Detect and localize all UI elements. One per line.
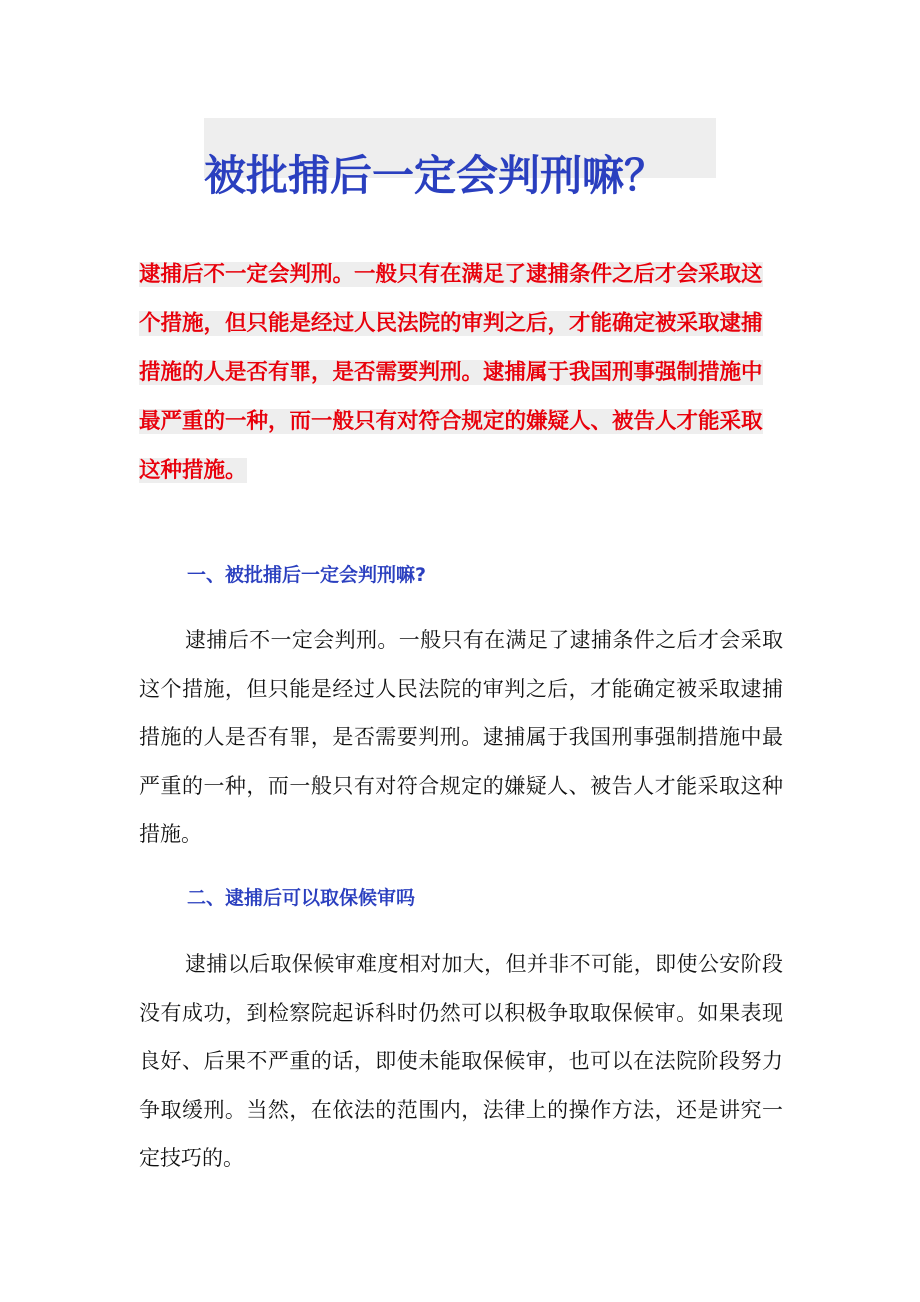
section-body-1: 逮捕后不一定会判刑。一般只有在满足了逮捕条件之后才会采取这个措施，但只能是经过人民法院的审判之后，才能确定被采取逮捕措施的人是否有罪，是否需要判刑。逮捕属于我国刑事强制措施中最严重的一种，而一般只有对符合规定的嫌疑人、被告人才能采取这种措施。 (139, 628, 783, 846)
summary-paragraph (139, 250, 783, 495)
section-heading-2: 二、逮捕后可以取保候审吗 (187, 887, 416, 909)
summary-text: 逮捕后不一定会判刑。一般只有在满足了逮捕条件之后才会采取这个措施，但只能是经过人民法院的审判之后，才能确定被采取逮捕措施的人是否有罪，是否需要判刑。逮捕属于我国刑事强制措施中最严重的一种，而一般只有对符合规定的嫌疑人、被告人才能采取这种措施。 (139, 262, 763, 483)
title-highlight (204, 118, 716, 201)
section-body-2: 逮捕以后取保候审难度相对加大，但并非不可能，即使公安阶段没有成功，到检察院起诉科时仍然可以积极争取取保候审。如果表现良好、后果不严重的话，即使未能取保候审，也可以在法院阶段努力争取缓刑。当然，在依法的范围内，法律上的操作方法，还是讲究一定技巧的。 (139, 952, 783, 1170)
section-heading-1: 一、被批捕后一定会判刑嘛? (187, 564, 427, 586)
page-title: 被批捕后一定会判刑嘛？ (204, 151, 667, 201)
